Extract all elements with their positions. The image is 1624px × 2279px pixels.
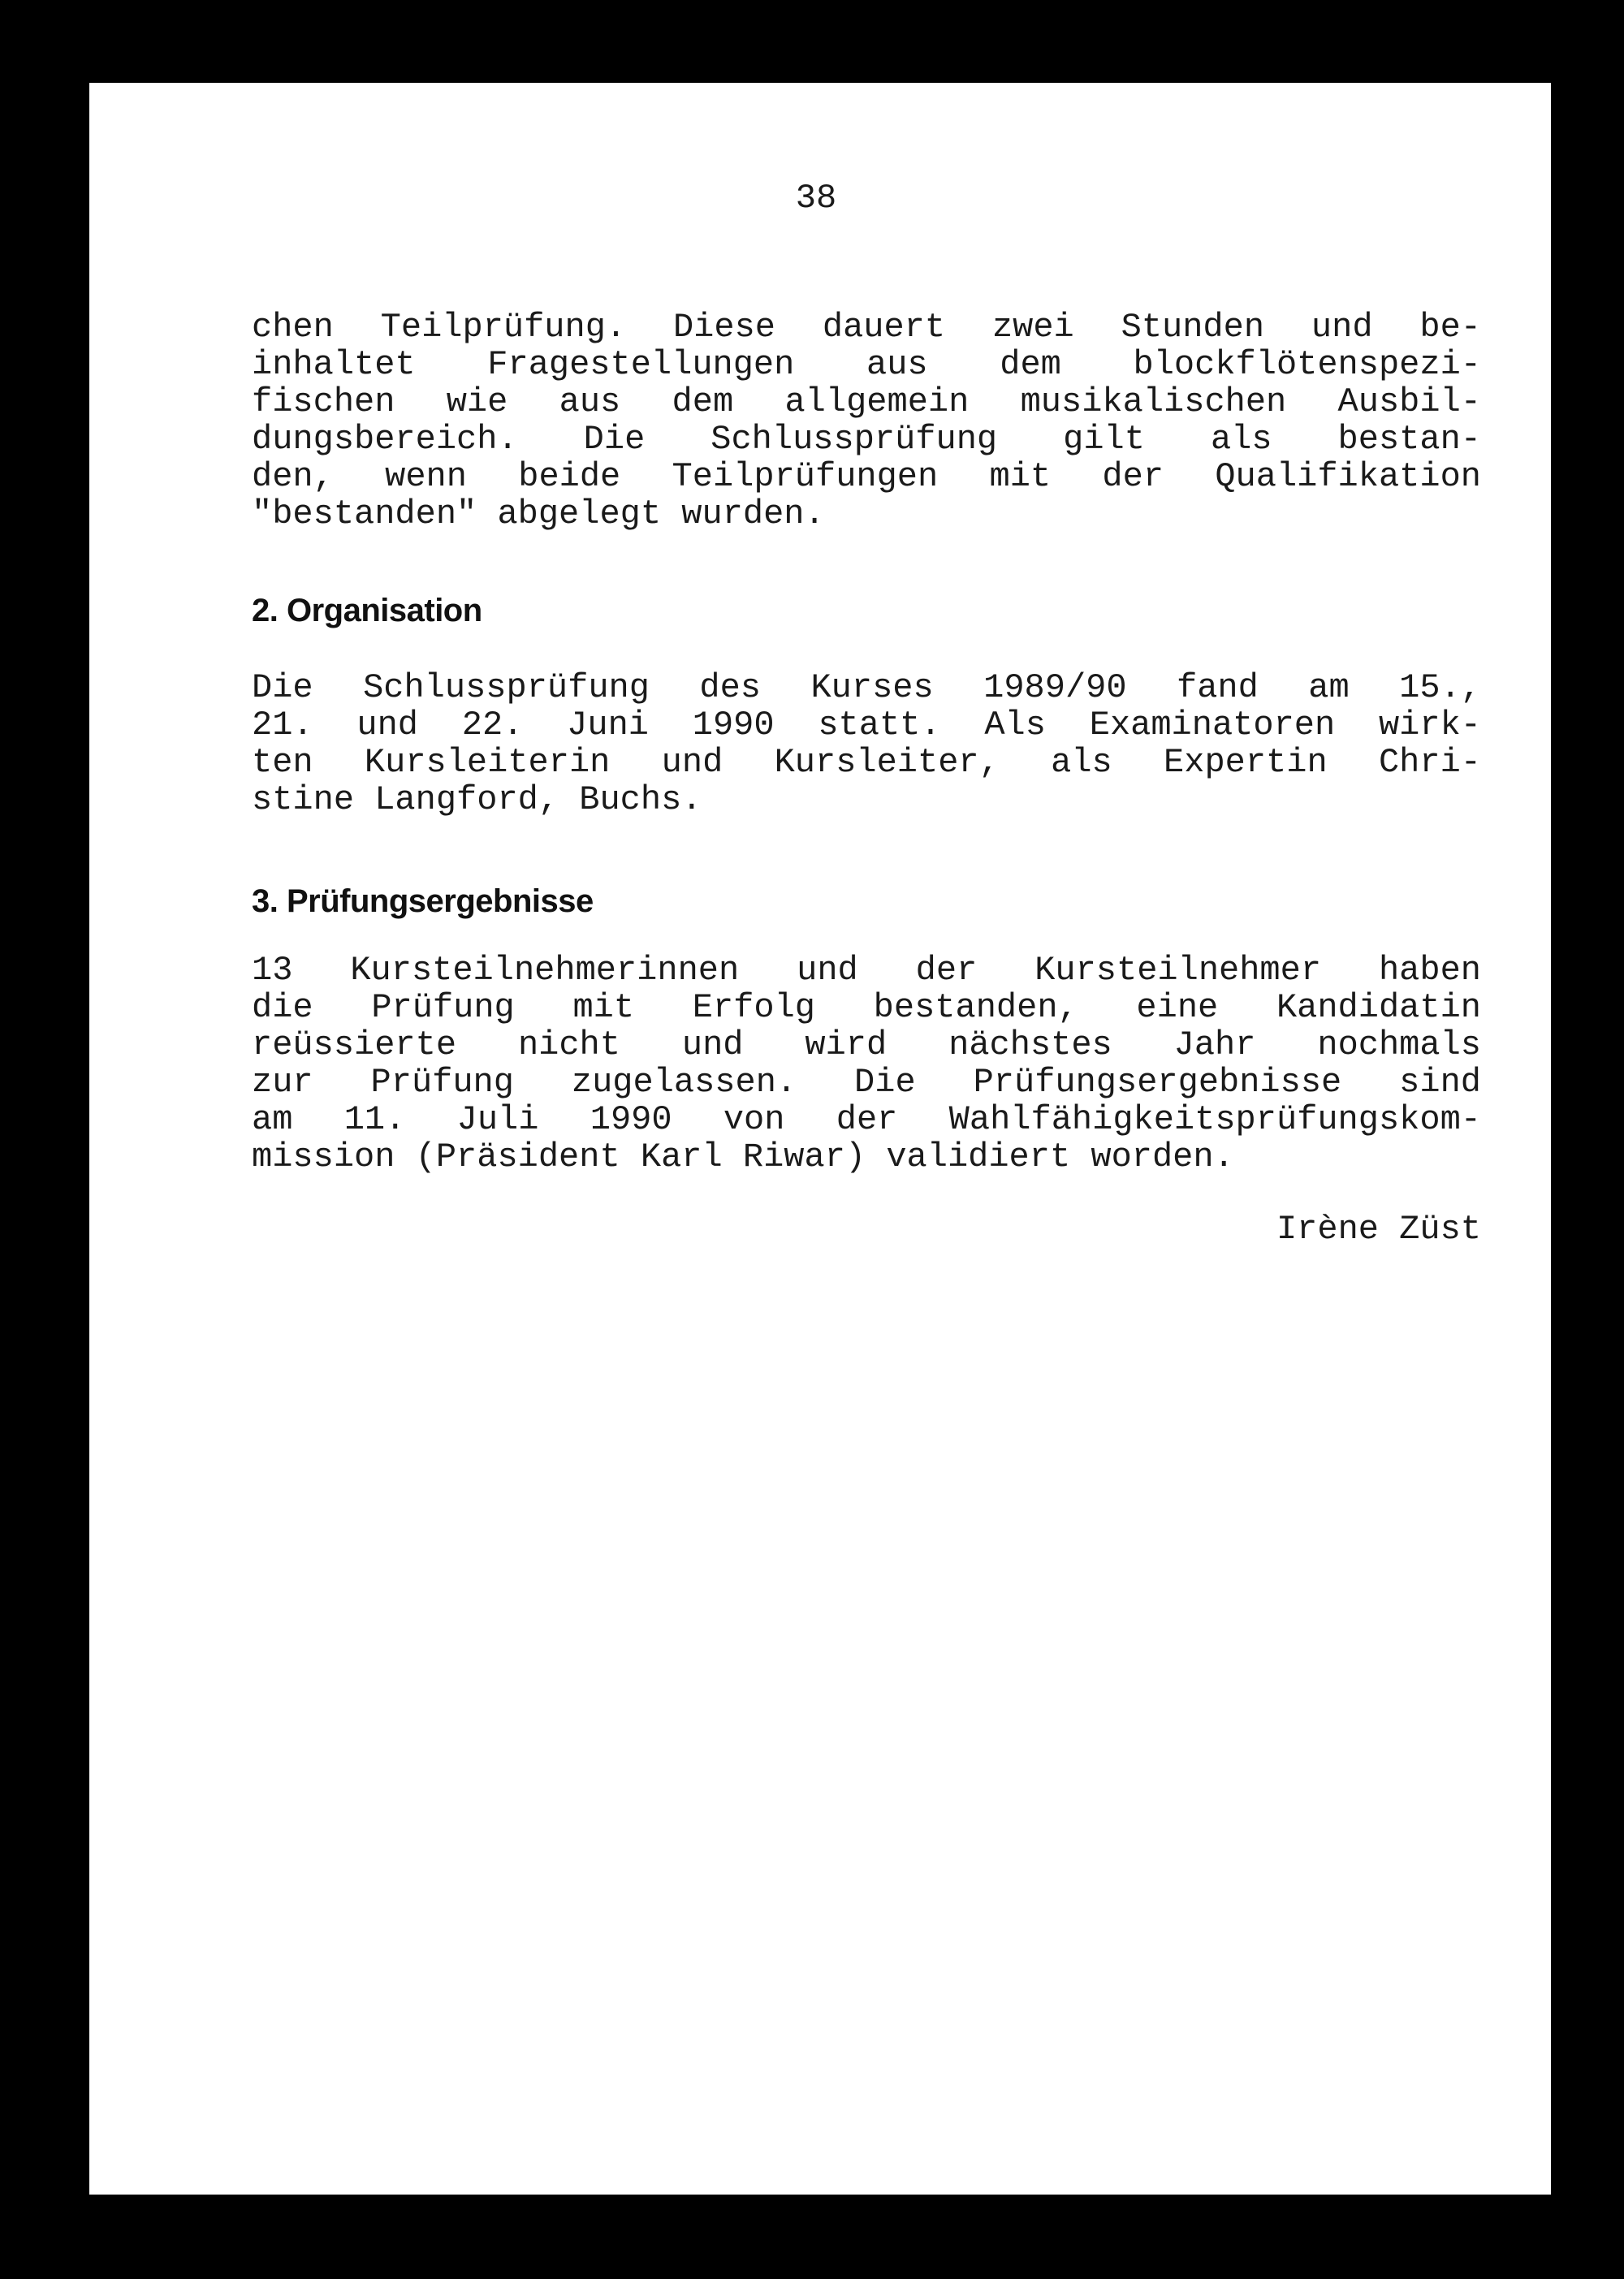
text-line: die Prüfung mit Erfolg bestanden, eine Kandidatin [252, 988, 1481, 1027]
text-line: mission (Präsident Karl Riwar) validiert worden. [252, 1137, 1234, 1176]
text-line: 21. und 22. Juni 1990 statt. Als Examinatoren wirk- [252, 706, 1481, 745]
text-line: dungsbereich. Die Schlussprüfung gilt als bestan- [252, 420, 1481, 459]
text-line: fischen wie aus dem allgemein musikalischen Ausbil- [252, 382, 1481, 421]
text-line: den, wenn beide Teilprüfungen mit der Qualifikation [252, 457, 1481, 496]
document-page [89, 83, 1551, 2195]
text-line: "bestanden" abgelegt wurden. [252, 494, 825, 533]
author-signature: Irène Züst [1276, 1210, 1481, 1249]
text-line: zur Prüfung zugelassen. Die Prüfungsergebnisse sind [252, 1063, 1481, 1102]
section-heading-organisation: 2. Organisation [252, 593, 482, 628]
text-line: chen Teilprüfung. Diese dauert zwei Stunden und be- [252, 308, 1481, 347]
text-line: inhaltet Fragestellungen aus dem blockflötenspezi- [252, 345, 1481, 384]
text-line: stine Langford, Buchs. [252, 780, 702, 819]
section-heading-pruefungsergebnisse: 3. Prüfungsergebnisse [252, 883, 594, 919]
text-line: Die Schlussprüfung des Kurses 1989/90 fand am 15., [252, 668, 1481, 707]
text-line: am 11. Juli 1990 von der Wahlfähigkeitsprüfungskom- [252, 1100, 1481, 1139]
text-line: 13 Kursteilnehmerinnen und der Kursteilnehmer haben [252, 951, 1481, 990]
page-number: 38 [795, 179, 837, 218]
text-line: reüssierte nicht und wird nächstes Jahr nochmals [252, 1025, 1481, 1064]
text-line: ten Kursleiterin und Kursleiter, als Expertin Chri- [252, 743, 1481, 782]
